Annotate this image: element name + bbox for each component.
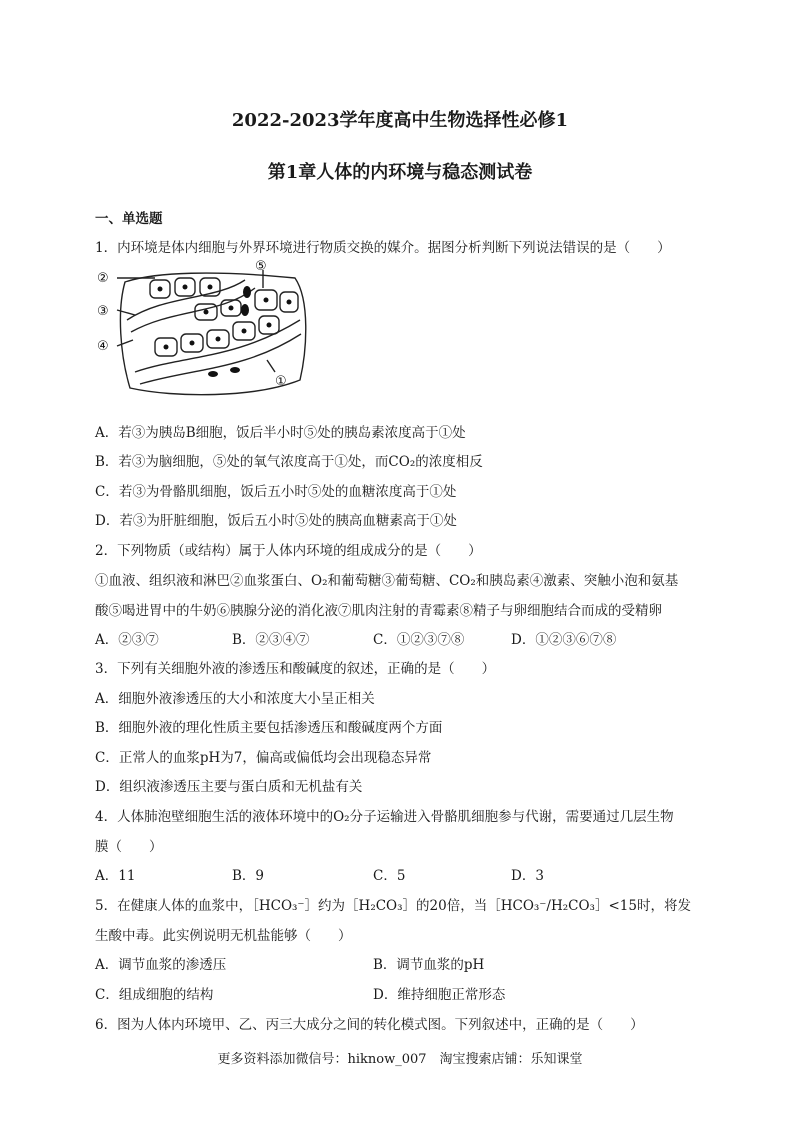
q1-option-d: D．若③为肝脏细胞，饭后五小时⑤处的胰高血糖素高于①处 xyxy=(95,513,457,529)
q2-body-2: 酸⑤喝进胃中的牛奶⑥胰腺分泌的消化液⑦肌肉注射的青霉素⑧精子与卵细胞结合而成的受精卵 xyxy=(95,603,662,619)
fig-label-1: ① xyxy=(275,374,287,389)
q1-option-a: A．若③为胰岛B细胞，饭后半小时⑤处的胰岛素浓度高于①处 xyxy=(95,425,466,441)
q3-option-c: C．正常人的血浆pH为7，偏高或偏低均会出现稳态异常 xyxy=(95,750,432,766)
fig-label-4: ④ xyxy=(97,339,109,354)
q5-option-b: B．调节血浆的pH xyxy=(373,957,485,973)
q4-stem-1: 4．人体肺泡壁细胞生活的液体环境中的O₂分子运输进入骨骼肌细胞参与代谢，需要通过几层生物 xyxy=(95,809,674,825)
q3-option-d: D．组织液渗透压主要与蛋白质和无机盐有关 xyxy=(95,779,363,795)
q3-stem: 3．下列有关细胞外液的渗透压和酸碱度的叙述，正确的是（ ） xyxy=(95,661,496,677)
q4-option-b: B．9 xyxy=(232,868,265,884)
fig-label-3: ③ xyxy=(97,304,109,319)
q6-stem: 6．图为人体内环境甲、乙、丙三大成分之间的转化模式图。下列叙述中，正确的是（ ） xyxy=(95,1017,644,1033)
q2-option-c: C．①②③⑦⑧ xyxy=(373,632,465,648)
tissue-diagram xyxy=(95,260,325,400)
q2-body-1: ①血液、组织液和淋巴②血浆蛋白、O₂和葡萄糖③葡萄糖、CO₂和胰岛素④激素、突触小泡和氨基 xyxy=(95,573,679,589)
doc-title-2: 第1章人体的内环境与稳态测试卷 xyxy=(267,162,533,183)
q5-option-d: D．维持细胞正常形态 xyxy=(373,987,506,1003)
q4-option-d: D．3 xyxy=(511,868,544,884)
q1-option-b: B．若③为脑细胞，⑤处的氧气浓度高于①处，而CO₂的浓度相反 xyxy=(95,454,483,470)
q3-option-a: A．细胞外液渗透压的大小和浓度大小呈正相关 xyxy=(95,691,375,707)
fig-label-5: ⑤ xyxy=(255,260,267,274)
q1-option-c: C．若③为骨骼肌细胞，饭后五小时⑤处的血糖浓度高于①处 xyxy=(95,484,457,500)
q4-stem-2: 膜（ ） xyxy=(95,839,163,855)
q4-option-a: A．11 xyxy=(95,868,136,884)
q5-stem-2: 生酸中毒。此实例说明无机盐能够（ ） xyxy=(95,928,352,944)
fig-label-2: ② xyxy=(97,271,109,286)
q2-option-d: D．①②③⑥⑦⑧ xyxy=(511,632,617,648)
q4-option-c: C．5 xyxy=(373,868,406,884)
section-heading: 一、单选题 xyxy=(95,211,163,227)
doc-title-1: 2022-2023学年度高中生物选择性必修1 xyxy=(231,110,569,131)
q5-option-a: A．调节血浆的渗透压 xyxy=(95,957,227,973)
q2-option-b: B．②③④⑦ xyxy=(232,632,310,648)
q2-stem: 2．下列物质（或结构）属于人体内环境的组成成分的是（ ） xyxy=(95,543,482,559)
q5-option-c: C．组成细胞的结构 xyxy=(95,987,214,1003)
q5-stem-1: 5．在健康人体的血浆中，［HCO₃⁻］约为［H₂CO₃］的20倍，当［HCO₃⁻/H₂CO₃］<15时，将发 xyxy=(95,898,691,914)
q2-option-a: A．②③⑦ xyxy=(95,632,159,648)
q3-option-b: B．细胞外液的理化性质主要包括渗透压和酸碱度两个方面 xyxy=(95,720,443,736)
page-footer: 更多资料添加微信号：hiknow_007 淘宝搜索店铺：乐知课堂 xyxy=(217,1052,583,1067)
q1-stem: 1．内环境是体内细胞与外界环境进行物质交换的媒介。据图分析判断下列说法错误的是（ ） xyxy=(95,240,671,256)
